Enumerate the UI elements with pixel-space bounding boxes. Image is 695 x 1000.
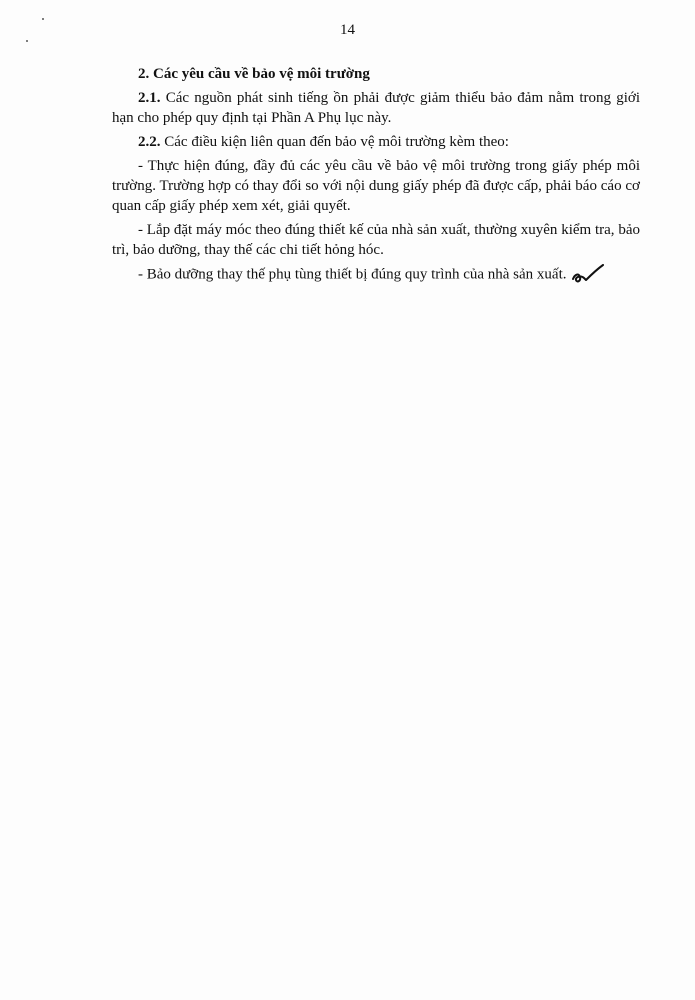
scan-speck bbox=[42, 18, 44, 20]
item-2-1 bbox=[112, 88, 640, 128]
scan-speck bbox=[26, 40, 28, 42]
item-2-1-text: Các nguồn phát sinh tiếng ồn phải được giảm thiểu bảo đảm nằm trong giới hạn cho phép quy định tại Phần A Phụ lục này. bbox=[112, 90, 640, 126]
item-2-2-number: 2.2. bbox=[138, 134, 161, 150]
item-2-2 bbox=[112, 132, 640, 152]
bullet-1: - Thực hiện đúng, đầy đủ các yêu cầu về bảo vệ môi trường trong giấy phép môi trường. Trường hợp có thay đổi so với nội dung giấy phép đã được cấp, phải báo cáo cơ quan cấp giấy phép xem xét, giải quyết. bbox=[112, 158, 640, 214]
bullet-3-text: - Bảo dưỡng thay thế phụ tùng thiết bị đúng quy trình của nhà sản xuất. bbox=[138, 266, 567, 283]
page-number: 14 bbox=[340, 22, 355, 38]
bullet-2: - Lắp đặt máy móc theo đúng thiết kế của nhà sản xuất, thường xuyên kiểm tra, bảo trì, bảo dưỡng, thay thế các chi tiết hỏng hóc. bbox=[112, 222, 640, 258]
section-heading: 2. Các yêu cầu về bảo vệ môi trường bbox=[138, 66, 370, 82]
signature-initial-icon bbox=[571, 264, 605, 286]
item-2-2-text: Các điều kiện liên quan đến bảo vệ môi trường kèm theo: bbox=[160, 134, 509, 150]
item-2-1-number: 2.1. bbox=[138, 90, 161, 106]
document-body bbox=[112, 64, 640, 290]
bullet-3 bbox=[112, 264, 640, 286]
